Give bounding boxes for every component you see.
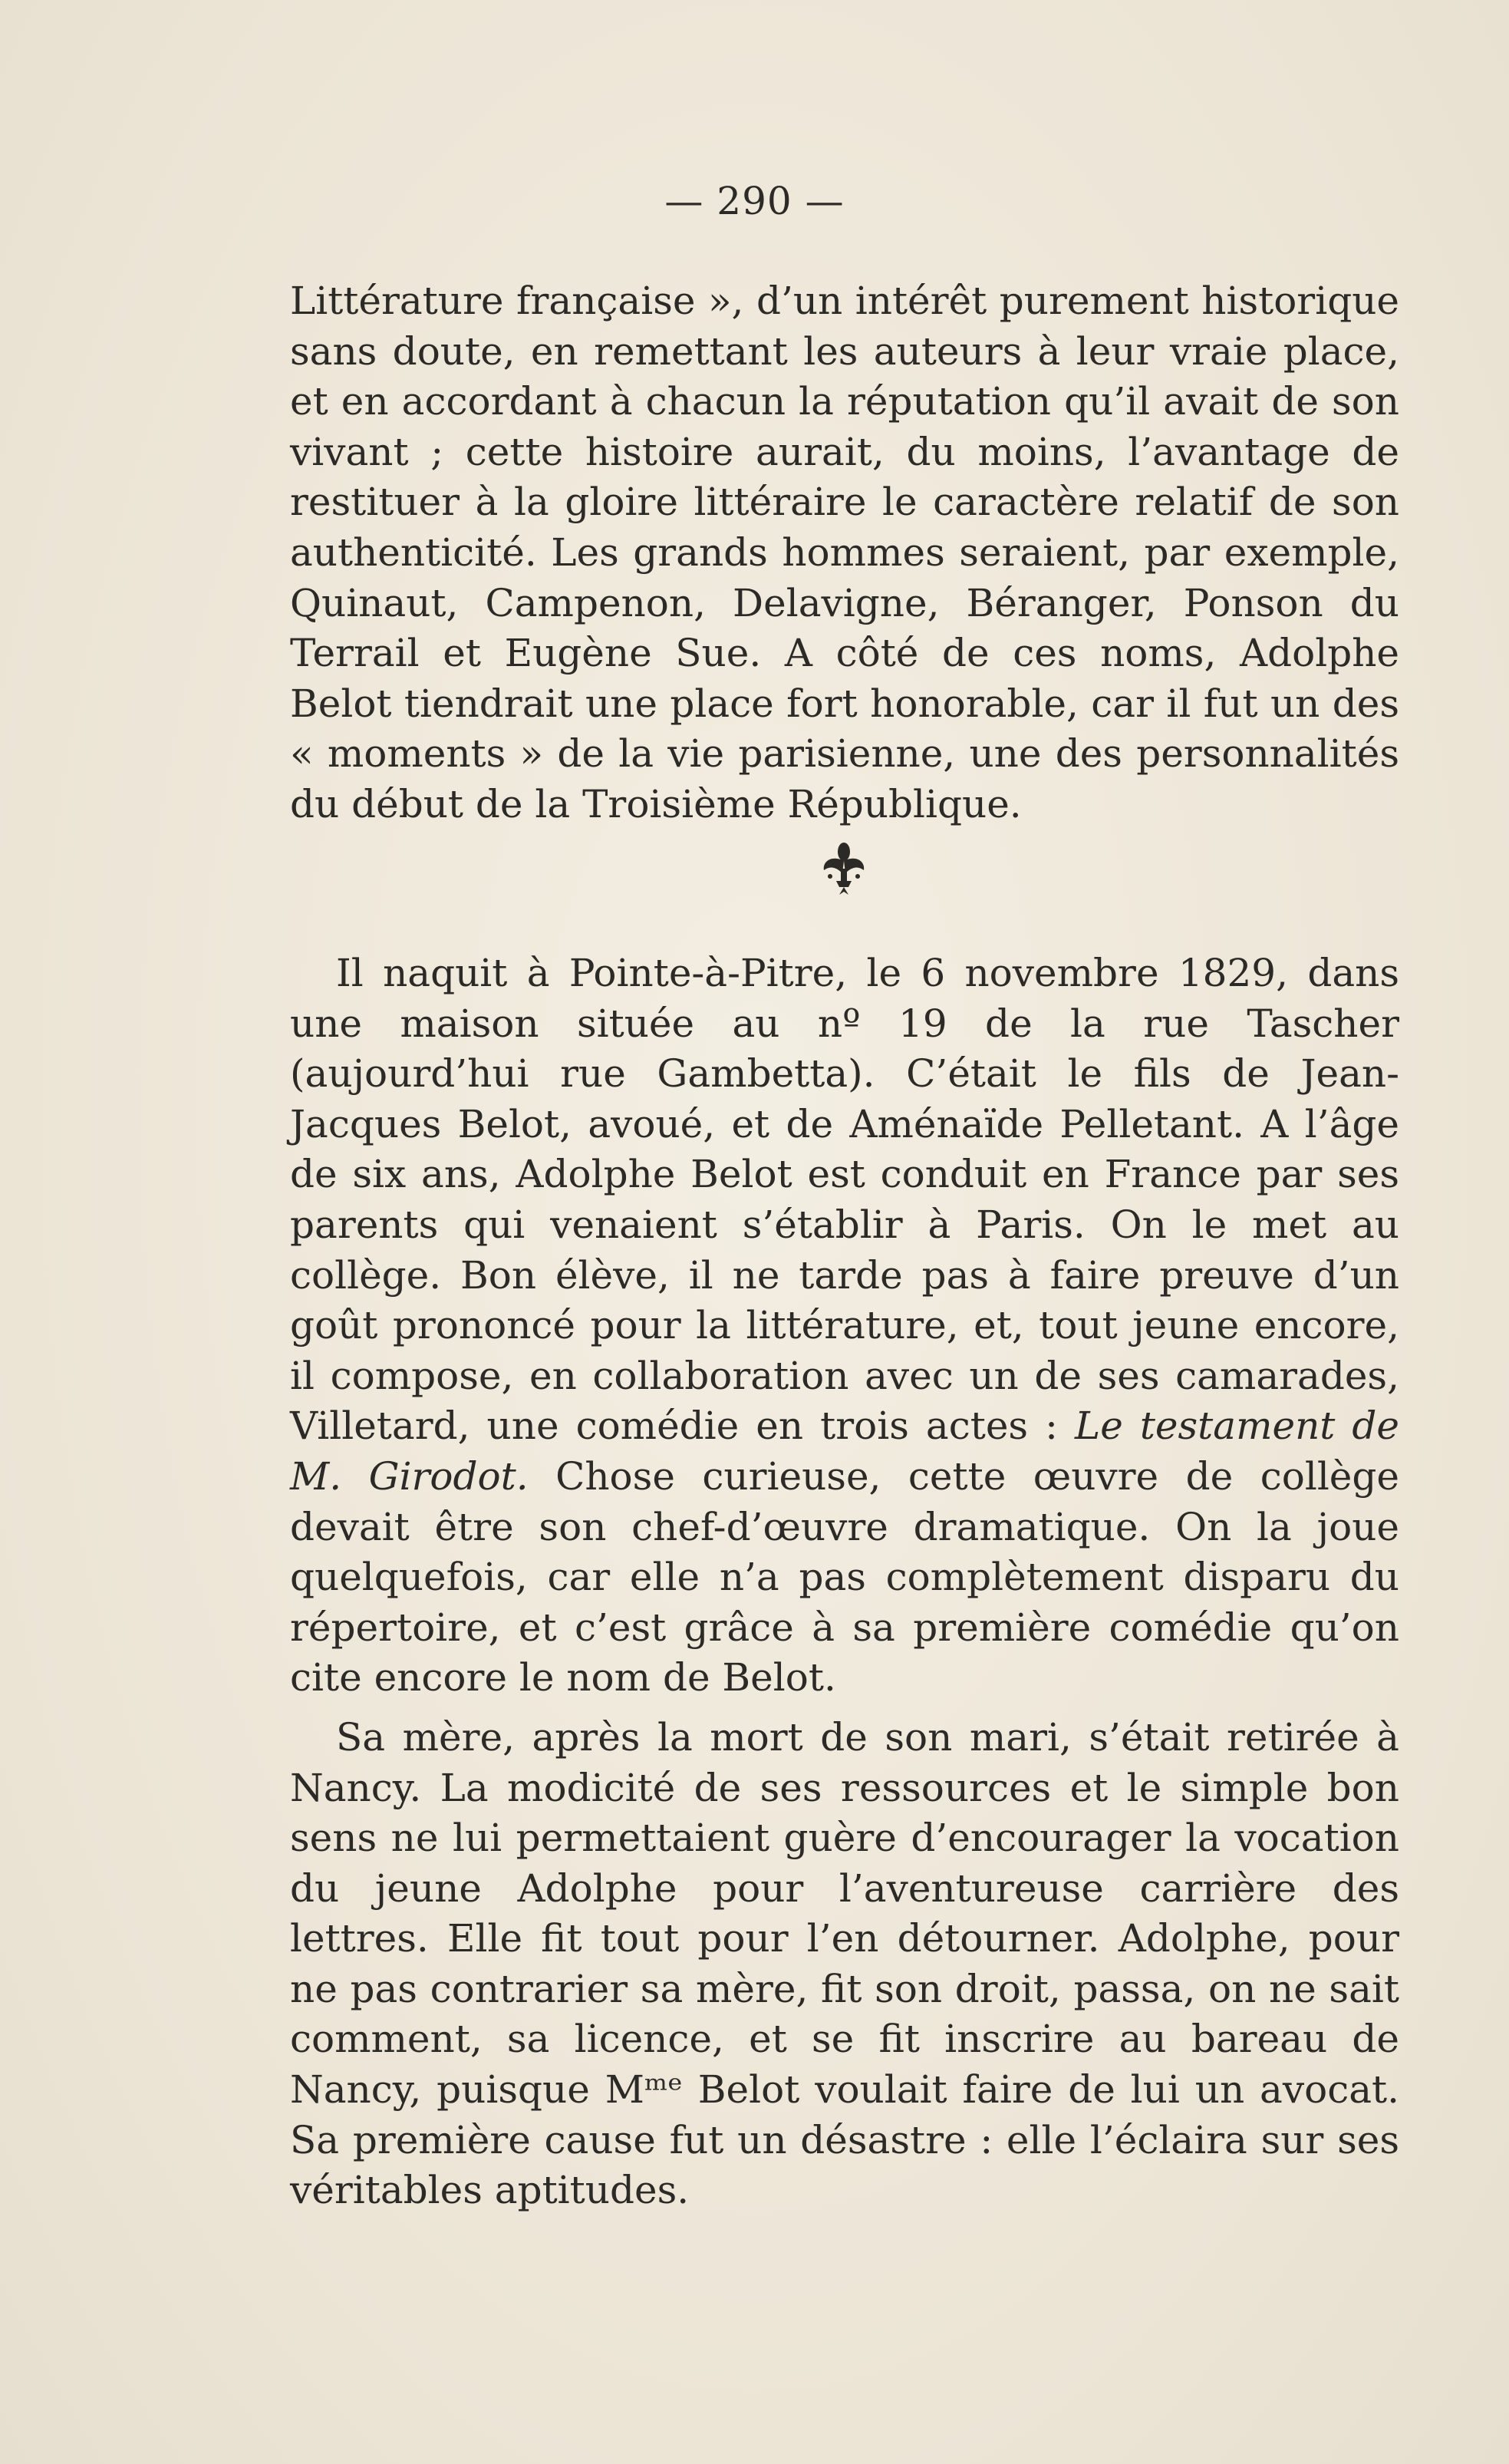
section-1 [290,276,1399,830]
paragraph-1: Littérature française », d’un intérêt purement historique sans doute, en remettant les auteurs à leur vraie place, et en accordant à chacun la réputation qu’il avait de son vivant ; cette histoire aurait, du moins, l’avantage de restituer à la gloire littéraire le caractère relatif de son authenticité. Les grands hommes seraient, par exemple, Quinaut, Campenon, Delavigne, Béranger, Ponson du Terrail et Eugène Sue. A côté de ces noms, Adolphe Belot tiendrait une place fort honorable, car il fut un des « moments » de la vie parisienne, une des personnalités du début de la Troisième République. [290,279,1399,826]
paragraph-3: Sa mère, après la mort de son mari, s’était retirée à Nancy. La modicité de ses ressources et le simple bon sens ne lui permettaient guère d’encourager la vocation du jeune Adolphe pour l’aventureuse carrière des lettres. Elle fit tout pour l’en détourner. Adolphe, pour ne pas contrarier sa mère, fit son droit, passa, on ne sait comment, sa licence, et se fit inscrire au bareau de Nancy, puisque Mᵐᵉ Belot voulait faire de lui un avocat. Sa première cause fut un désastre : elle l’éclaira sur ses véritables aptitudes. [290,1714,1399,2213]
section-2 [290,948,1399,2216]
paragraph-2-part-1: Il naquit à Pointe-à-Pitre, le 6 novembre 1829, dans une maison située au nº 19 de la rue Tascher (aujourd’hui rue Gambetta). C’était le fils de Jean-Jacques Belot, avoué, et de Aménaïde Pelletant. A l’âge de six ans, Adolphe Belot est conduit en France par ses parents qui venaient s’établir à Paris. On le met au collège. Bon élève, il ne tarde pas à faire preuve d’un goût prononcé pour la littérature, et, tout jeune encore, il compose, en collaboration avec un de ses camarades, Villetard, une comédie en trois actes : [290,951,1399,1449]
paragraph-2 [290,948,1399,1704]
fleuron-ornament-icon [813,838,875,899]
page-number: — 290 — [664,179,845,223]
paragraph-2-part-2: Chose curieuse, cette œuvre de collège devait être son chef-d’œuvre dramatique. On la joue quelquefois, car elle n’a pas complètement disparu du répertoire, et c’est grâce à sa première comédie qu’on cite encore le nom de Belot. [290,1453,1399,1700]
play-title: Le testament de M. Girodot. [290,1404,1400,1499]
